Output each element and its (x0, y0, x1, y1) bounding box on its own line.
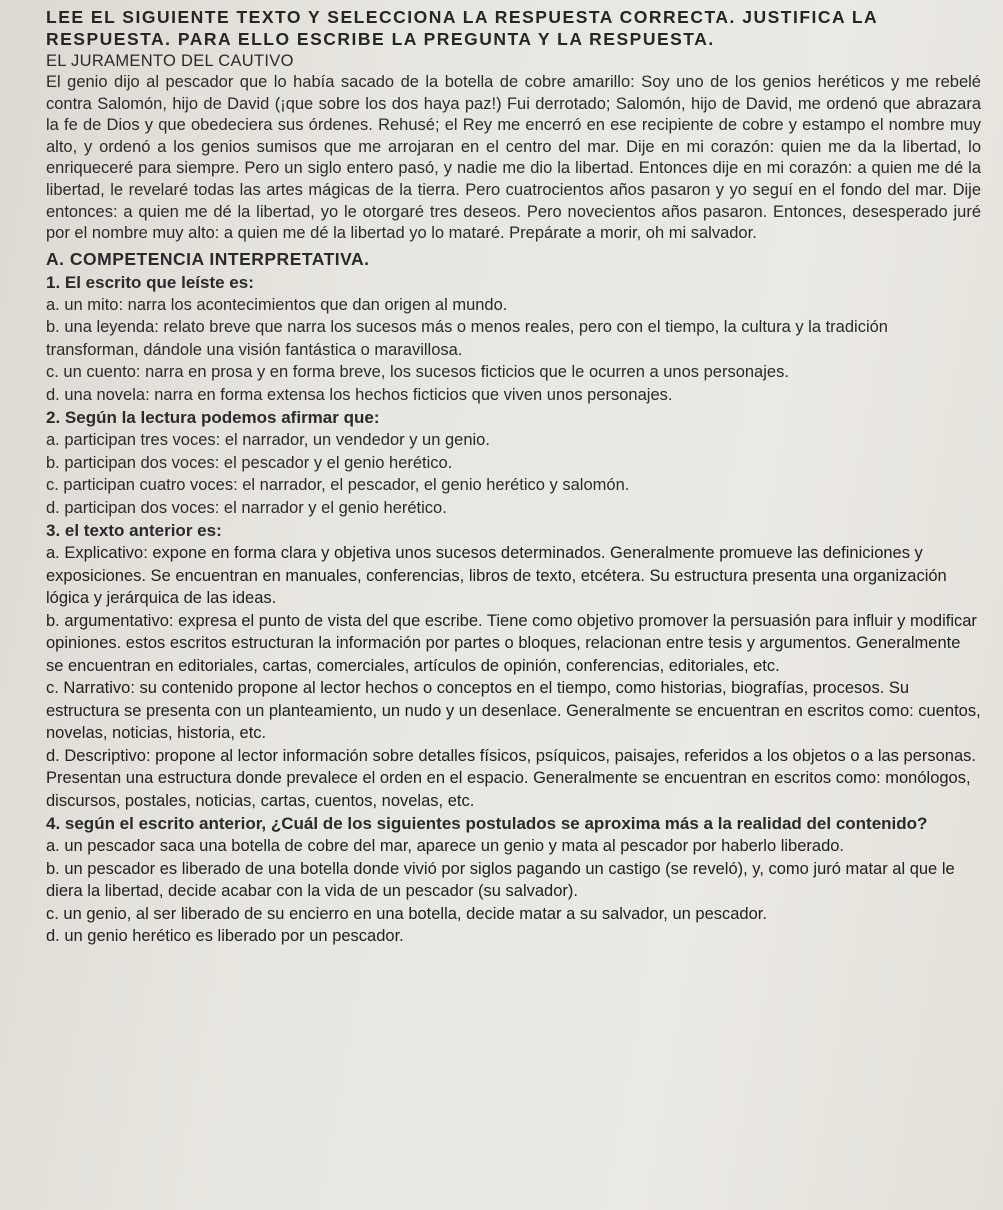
question-1-option-a: a. un mito: narra los acontecimientos que dan origen al mundo. (46, 295, 508, 314)
question-2-option-d: d. participan dos voces: el narrador y el genio herético. (46, 498, 447, 517)
question-1-option-b: b. una leyenda: relato breve que narra los sucesos más o menos reales, pero con el tiempo, la cultura y la tradición transforman, dándole una visión fantástica o maravillosa. (46, 318, 888, 359)
story-text: El genio dijo al pescador que lo había sacado de la botella de cobre amarillo: Soy uno de los genios heréticos y me rebelé contra Salomón, hijo de David (¡que sobre los dos haya paz!) Fui derrotado; Salomón, hijo de David, me ordenó que abrazara la fe de Dios y que obedeciera sus órdenes. Rehusé; el Rey me encerró en ese recipiente de cobre y estampo el nombre muy alto, y ordenó a los genios sumisos que me arrojaran en el centro del mar. Dije en mi corazón: quien me da la libertad, lo enriqueceré para siempre. Pero un siglo entero pasó, y nadie me dio la libertad. Entonces dije en mi corazón: a quien me dé la libertad, le revelaré todas las artes mágicas de la tierra. Pero cuatrocientos años pasaron y yo seguí en el fondo del mar. Dije entonces: a quien me dé la libertad, yo le otorgaré tres deseos. Pero novecientos años pasaron. Entonces, desesperado juré por el nombre muy alto: a quien me dé la libertad yo lo mataré. Prepárate a morir, oh mi salvador. (46, 73, 981, 243)
question-4-option-c: c. un genio, al ser liberado de su encierro en una botella, decide matar a su salvador, un pescador. (46, 904, 767, 923)
question-4-option-a: a. un pescador saca una botella de cobre del mar, aparece un genio y mata al pescador por haberlo liberado. (46, 837, 845, 856)
question-3-option-c: c. Narrativo: su contenido propone al lector hechos o conceptos en el tiempo, como historias, biografías, procesos. Su estructura se presenta con un planteamiento, un nudo y un desenlace. Generalmente se encuentran en escritos como: cuentos, novelas, noticias, historia, etc. (46, 679, 981, 743)
question-3-option-a: a. Explicativo: expone en forma clara y objetiva unos sucesos determinados. Generalmente promueve las definiciones y exposiciones. Se encuentran en manuales, conferencias, libros de texto, etcétera. Su estructura presenta una organización lógica y jerárquica de las ideas. (46, 544, 947, 608)
question-1-option-d: d. una novela: narra en forma extensa los hechos ficticios que viven unos personajes. (46, 385, 673, 404)
question-block-4 (46, 812, 981, 948)
story-title: EL JURAMENTO DEL CAUTIVO (46, 52, 294, 70)
question-2-option-c: c. participan cuatro voces: el narrador, el pescador, el genio herético y salomón. (46, 476, 630, 495)
question-2: 2. Según la lectura podemos afirmar que: (46, 408, 380, 428)
question-1: 1. El escrito que leíste es: (46, 272, 254, 292)
section-heading: A. COMPETENCIA INTERPRETATIVA. (46, 248, 370, 269)
question-3-option-b: b. argumentativo: expresa el punto de vista del que escribe. Tiene como objetivo promover la persuasión para influir y modificar opiniones. estos escritos estructuran la información por partes o bloques, relacionan entre tesis y argumentos. Generalmente se encuentran en editoriales, cartas, comerciales, artículos de opinión, conferencias, editoriales, etc. (46, 611, 977, 675)
question-2-option-b: b. participan dos voces: el pescador y el genio herético. (46, 453, 453, 472)
question-1-option-c: c. un cuento: narra en prosa y en forma breve, los sucesos ficticios que le ocurren a unos personajes. (46, 363, 789, 382)
instructions-heading: LEE EL SIGUIENTE TEXTO Y SELECCIONA LA RESPUESTA CORRECTA. JUSTIFICA LA RESPUESTA. PARA ELLO ESCRIBE LA PREGUNTA Y LA RESPUESTA. (46, 7, 878, 49)
question-3: 3. el texto anterior es: (46, 521, 222, 541)
question-4-option-d: d. un genio herético es liberado por un pescador. (46, 927, 404, 946)
question-block-3 (46, 519, 981, 812)
question-block-2 (46, 406, 981, 519)
question-4: 4. según el escrito anterior, ¿Cuál de los siguientes postulados se aproxima más a la realidad del contenido? (46, 814, 928, 834)
question-block-1 (46, 271, 981, 407)
question-2-option-a: a. participan tres voces: el narrador, un vendedor y un genio. (46, 431, 490, 450)
question-4-option-b: b. un pescador es liberado de una botella donde vivió por siglos pagando un castigo (se reveló), y, como juró matar al que le diera la libertad, decide acabar con la vida de un pescador (su salvador). (46, 859, 955, 901)
question-3-option-d: d. Descriptivo: propone al lector información sobre detalles físicos, psíquicos, paisajes, referidos a los objetos o a las personas. Presentan una estructura donde prevalece el orden en el espacio. Generalmente se encuentran en escritos como: monólogos, discursos, postales, noticias, cartas, cuentos, novelas, etc. (46, 746, 976, 810)
